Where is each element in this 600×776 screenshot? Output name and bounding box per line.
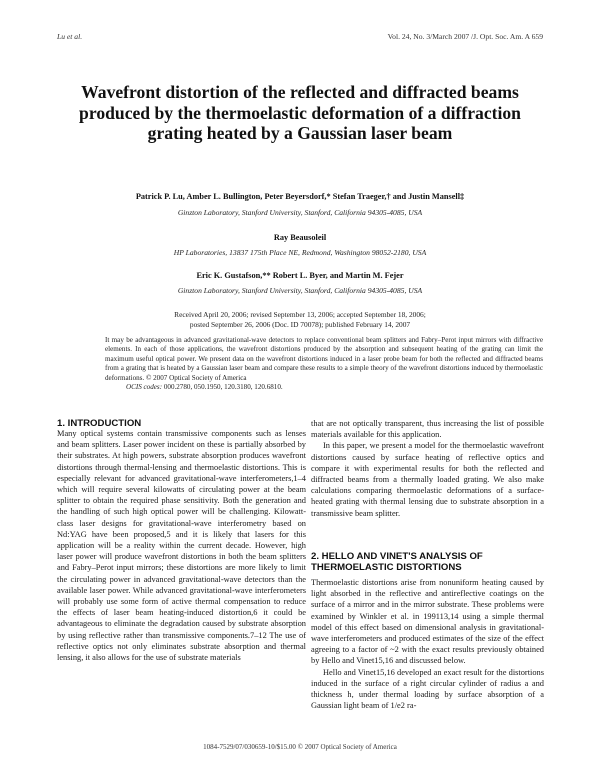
dates-line-1: Received April 20, 2006; revised September 13, 2006; accepted September 18, 2006;: [174, 310, 426, 319]
intro-paragraph-1-continued: that are not optically transparent, thus increasing the list of possible materials available for this application.: [311, 419, 544, 440]
section2-paragraph-1: Thermoelastic distortions arise from nonuniform heating caused by light absorbed in the reflective and antireflective coatings on the surface of a mirror and in the mirror substrate. These problems were examined by Winkler et al. in 199113,14 using a simple thermal model of this effect based on dimensional analysis in gravitational-wave interferometers and produced estimates of the size of the effect agreeing to a factor of ~2 with the exact results previously obtained by Hello and Vinet15,16 and discussed below.: [311, 578, 544, 666]
intro-paragraph-1: Many optical systems contain transmissive components such as lenses and beam splitters. Laser power incident on these is partially absorbed by their substrates. At high powers, substrate absorption produces wavefront distortions through thermal-lensing and thermoelastic distortions. This is especially relevant for advanced gravitational-wave interferometers,1–4 which will require several kilowatts of circulating power at the beam splitter to obtain the required phase sensitivity. Both the generation and the handling of such high optical power will be challenging. Kilowatt-class laser designs for gravitational-wave interferometry based on Nd:YAG have been proposed,5 and it is likely that lasers for this application will be a reality within the current decade. However, high laser power will produce wavefront distortions in both the beam splitters and Fabry–Perot input mirrors; these distortions are more likely to limit the circulating power in advanced gravitational-wave detectors than the available laser power. While advanced gravitational-wave interferometers will probably use some form of active thermal compensation to reduce the effects of laser beam heating-induced distortion,6 it could be advantageous to eliminate the degradation caused by substrate absorption by using reflective rather than transmissive components.7–12 The use of reflective optics not only eliminates substrate absorption and thermal lensing, it also allows for the use of substrate materials: [57, 429, 306, 663]
ocis-codes: [126, 383, 283, 391]
section-heading-hello-vinet: 2. HELLO AND VINET'S ANALYSIS OF THERMOELASTIC DISTORTIONS: [311, 551, 483, 573]
publication-dates: [60, 310, 540, 330]
ocis-code-list: 000.2780, 050.1950, 120.3180, 120.6810.: [163, 383, 283, 391]
copyright-footer: 1084-7529/07/030659-10/$15.00 © 2007 Optical Society of America: [203, 743, 397, 751]
running-header-authors: Lu et al.: [57, 32, 83, 41]
right-column-bottom: [311, 577, 544, 711]
running-header-journal: Vol. 24, No. 3/March 2007 /J. Opt. Soc. Am. A 659: [387, 32, 543, 41]
section-heading-introduction: 1. INTRODUCTION: [57, 418, 142, 429]
left-column: [57, 428, 306, 663]
ocis-label: OCIS codes:: [126, 383, 163, 391]
author-group-3: Eric K. Gustafson,** Robert L. Byer, and Martin M. Fejer: [196, 271, 404, 280]
right-column-top: [311, 418, 544, 519]
author-group-1: Patrick P. Lu, Amber L. Bullington, Peter Beyersdorf,* Stefan Traeger,† and Justin Mansell‡: [135, 192, 465, 201]
abstract: It may be advantageous in advanced gravitational-wave detectors to replace conventional beam splitters and Fabry–Perot input mirrors with diffractive elements. In each of those applications, the wavefront distortions produced by the absorption and subsequent heating of the grating can limit the maximum useful optical power. We present data on the wavefront distortions induced in a laser probe beam for both the reflected and diffracted beams from a grating that is heated by a Gaussian laser beam and compare these results to a simple theory of the wavefront distortions induced by thermoelastic deformations. © 2007 Optical Society of America: [105, 336, 543, 382]
affiliation-3: Ginzton Laboratory, Stanford University, Stanford, California 94305-4085, USA: [177, 286, 423, 295]
author-group-2: Ray Beausoleil: [273, 233, 327, 242]
affiliation-1: Ginzton Laboratory, Stanford University, Stanford, California 94305-4085, USA: [177, 208, 423, 217]
dates-line-2: posted September 26, 2006 (Doc. ID 70078); published February 14, 2007: [189, 320, 411, 330]
affiliation-2: HP Laboratories, 13837 175th Place NE, Redmond, Washington 98052-2180, USA: [173, 248, 427, 257]
intro-paragraph-2: In this paper, we present a model for the thermoelastic wavefront distortions caused by surface heating of reflective optics and compare it with experimental results for both the reflected and diffracted beams from a thermally loaded grating. We also make calculations comparing thermoelastic deformations of a surface-heated grating with thermal lensing due to substrate absorption in a transmissive beam splitter.: [311, 441, 544, 518]
section2-paragraph-2: Hello and Vinet15,16 developed an exact result for the distortions induced in the surface of a right circular cylinder of radius a and thickness h, under thermal loading by surface absorption of a Gaussian light beam of 1/e2 ra-: [311, 667, 544, 711]
paper-title: Wavefront distortion of the reflected and diffracted beams produced by the thermoelastic deformation of a diffraction grating heated by a Gaussian laser beam: [79, 82, 521, 143]
